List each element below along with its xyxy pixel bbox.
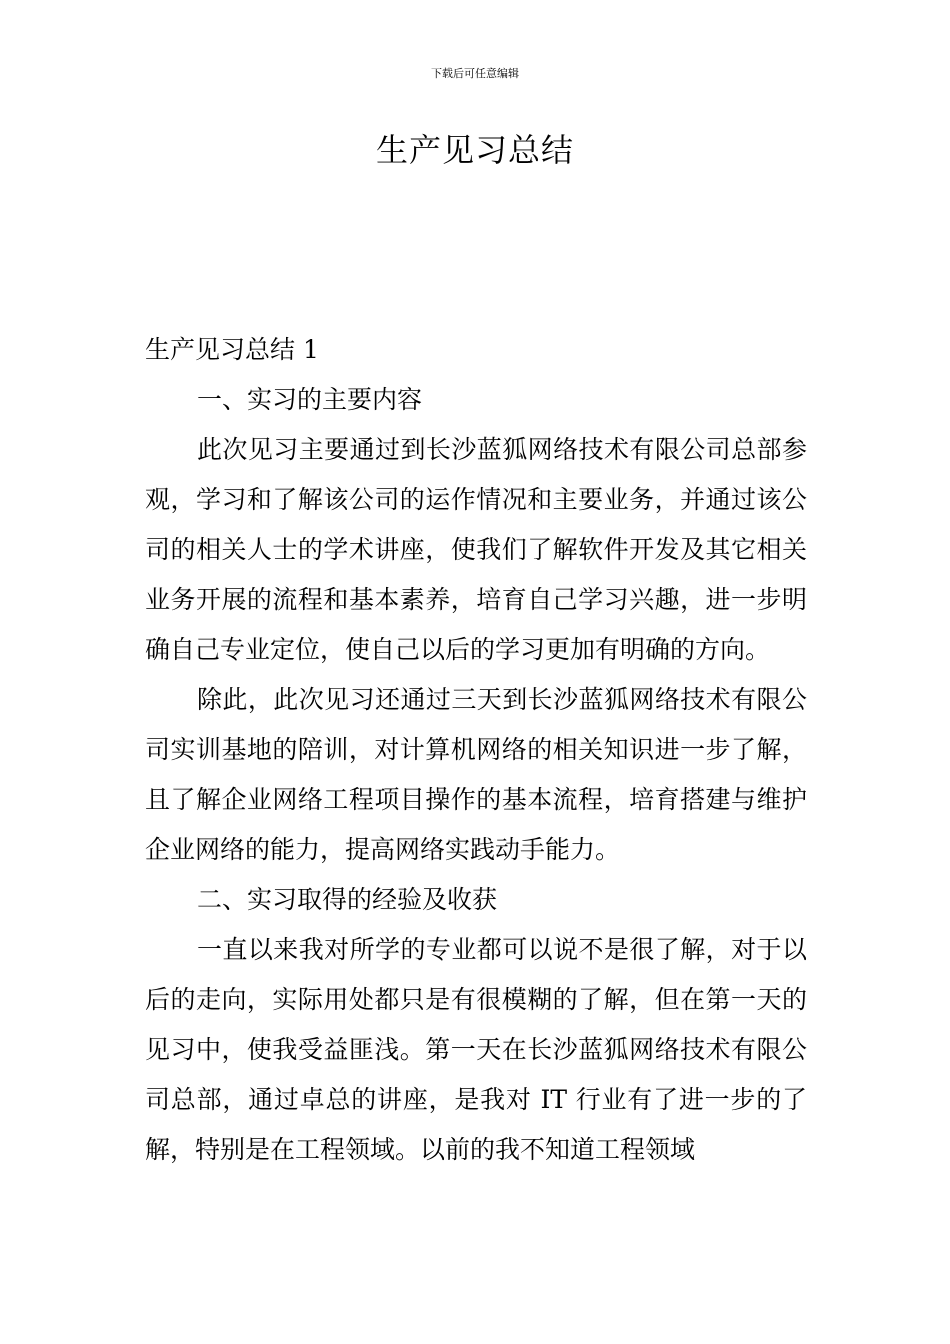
paragraph: 此次见习主要通过到长沙蓝狐网络技术有限公司总部参观，学习和了解该公司的运作情况和主要业务，并通过该公司的相关人士的学术讲座，使我们了解软件开发及其它相关业务开展的流程和基本素养，培育自己学习兴趣，进一步明确自己专业定位，使自己以后的学习更加有明确的方向。 xyxy=(145,435,807,664)
document-title: 生产见习总结 xyxy=(375,131,574,169)
paragraph: 一直以来我对所学的专业都可以说不是很了解，对于以后的走向，实际用处都只是有很模糊的了解，但在第一天的见习中，使我受益匪浅。第一天在长沙蓝狐网络技术有限公司总部，通过卓总的讲座，是我对 IT 行业有了进一步的了解，特别是在工程领域。以前的我不知道工程领域 xyxy=(145,935,807,1164)
paragraph: 除此，此次见习还通过三天到长沙蓝狐网络技术有限公司实训基地的陪训，对计算机网络的相关知识进一步了解，且了解企业网络工程项目操作的基本流程，培育搭建与维护企业网络的能力，提高网络实践动手能力。 xyxy=(145,685,807,864)
subheading-experience: 二、实习取得的经验及收获 xyxy=(197,885,498,914)
document-body xyxy=(145,325,807,1175)
subheading-main-content: 一、实习的主要内容 xyxy=(197,385,423,414)
header-note: 下载后可任意编辑 xyxy=(431,67,519,80)
section-heading: 生产见习总结 1 xyxy=(145,335,319,364)
